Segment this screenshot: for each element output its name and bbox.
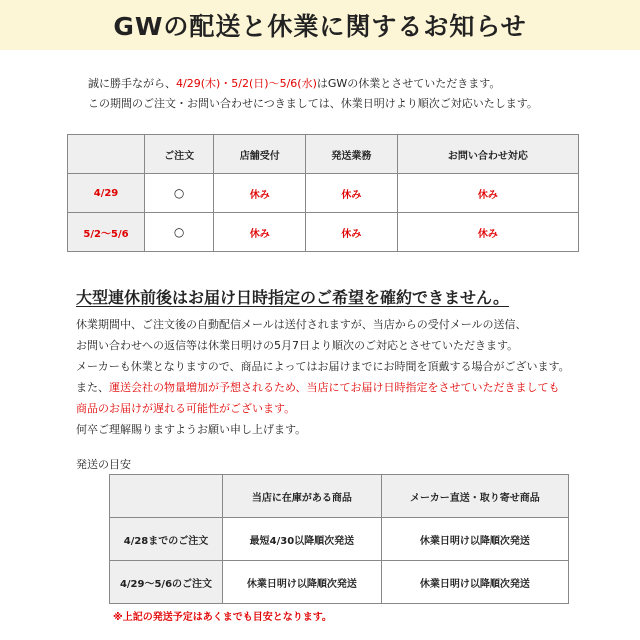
delivery-warning-heading: 大型連休前後はお届け日時指定のご希望を確約できません。 <box>76 288 509 307</box>
shipping-note: ※上記の発送予定はあくまでも目安となります。 <box>113 612 332 623</box>
notice-line-4 <box>76 377 636 398</box>
intro-line-1-post: はGWの休業とさせていただきます。 <box>316 77 501 90</box>
title-banner <box>0 0 640 50</box>
holiday-dates: 4/29(木)・5/2(日)～5/6(水) <box>176 77 317 90</box>
notice-line-1: 休業期間中、ご注文後の自動配信メールは送付されますが、当店からの受付メールの送信、 <box>76 318 527 331</box>
table-row <box>68 213 579 252</box>
notice-line-6: 何卒ご理解賜りますようお願い申し上げます。 <box>76 423 307 436</box>
table-header-row <box>110 475 569 518</box>
table-cell: ○ <box>145 174 214 213</box>
intro-line-2: この期間のご注文・お問い合わせにつきましては、休業日明けより順次ご対応いたします。 <box>88 97 538 110</box>
table-row <box>110 518 569 561</box>
table-cell: 休み <box>306 174 398 213</box>
table-cell: 休み <box>214 213 306 252</box>
holiday-schedule-table <box>67 134 579 252</box>
table-cell: 休み <box>214 174 306 213</box>
header-shipping: 発送業務 <box>306 135 398 174</box>
notice-line-5: 商品のお届けが遅れる可能性がございます。 <box>76 402 296 415</box>
page-title: GWの配送と休業に関するお知らせ <box>113 12 527 41</box>
header-maker-direct: メーカー直送・取り寄せ商品 <box>381 475 568 518</box>
table-cell: 休み <box>397 213 578 252</box>
shipping-guide-table <box>109 474 569 604</box>
header-order: ご注文 <box>145 135 214 174</box>
row-label: 5/2～5/6 <box>68 213 145 252</box>
table-cell: 休業日明け以降順次発送 <box>223 561 382 604</box>
header-inquiry: お問い合わせ対応 <box>397 135 578 174</box>
table-cell: 休業日明け以降順次発送 <box>381 518 568 561</box>
header-store-reception: 店舗受付 <box>214 135 306 174</box>
intro-line-1 <box>88 74 628 94</box>
table-cell: 最短4/30以降順次発送 <box>223 518 382 561</box>
header-corner <box>68 135 145 174</box>
table-row <box>110 561 569 604</box>
row-label: 4/28までのご注文 <box>110 518 223 561</box>
notice-line-4-red: 運送会社の物量増加が予想されるため、当店にてお届け日時指定をさせていただきましても <box>109 381 560 394</box>
shipping-guide-title: 発送の目安 <box>76 458 131 471</box>
table-header-row <box>68 135 579 174</box>
intro-line-1-pre: 誠に勝手ながら、 <box>88 77 176 90</box>
row-label: 4/29～5/6のご注文 <box>110 561 223 604</box>
intro-text <box>88 74 628 114</box>
header-in-stock: 当店に在庫がある商品 <box>223 475 382 518</box>
delivery-notice-text <box>76 314 636 440</box>
row-label: 4/29 <box>68 174 145 213</box>
notice-line-3: メーカーも休業となりますので、商品によってはお届けまでにお時間を頂戴する場合がございます。 <box>76 360 570 373</box>
table-cell: 休業日明け以降順次発送 <box>381 561 568 604</box>
table-cell: 休み <box>306 213 398 252</box>
table-cell: 休み <box>397 174 578 213</box>
table-row <box>68 174 579 213</box>
table-cell: ○ <box>145 213 214 252</box>
header-corner <box>110 475 223 518</box>
notice-line-4-pre: また、 <box>76 381 109 394</box>
notice-line-2: お問い合わせへの返信等は休業日明けの5月7日より順次のご対応とさせていただきます。 <box>76 339 519 352</box>
